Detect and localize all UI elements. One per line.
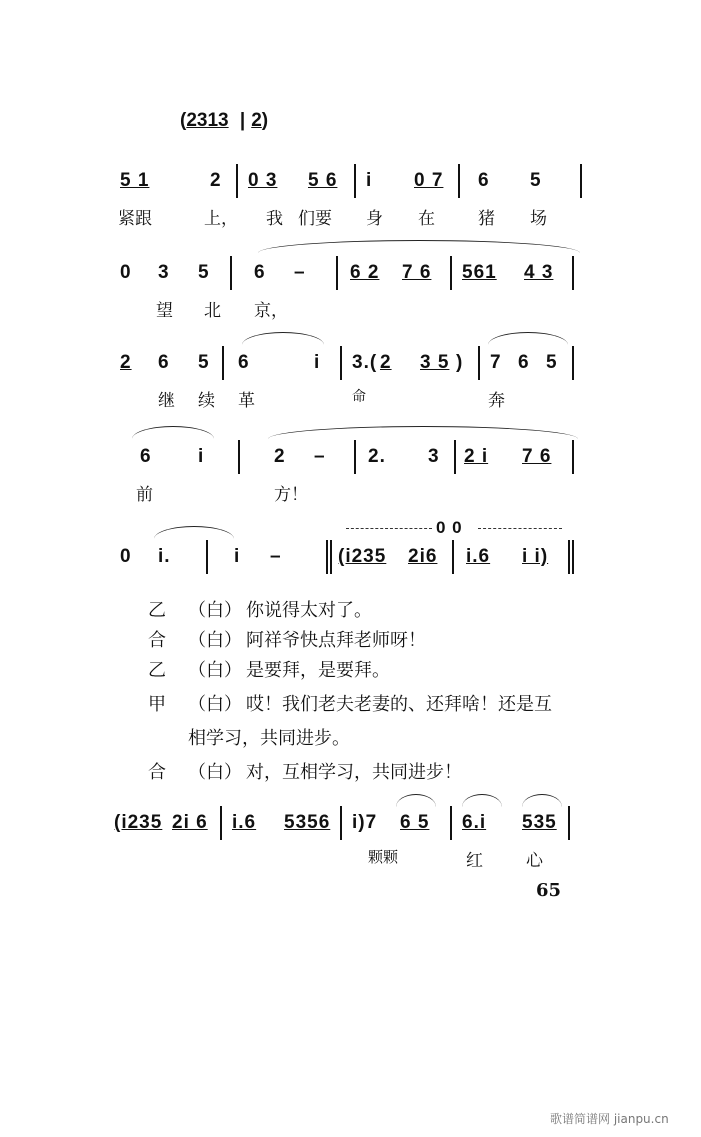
dialogue-text: 对，互相学习，共同进步！ (246, 762, 462, 783)
note: 2 i (464, 446, 489, 467)
note: i (366, 170, 373, 191)
repeat-mark: 0 0 (436, 518, 463, 537)
dialogue-continuation (188, 724, 350, 750)
dialogue-tag: （白） (188, 762, 242, 783)
lyric: 身 (366, 209, 383, 229)
lyric: 奔 (488, 391, 505, 411)
barline (220, 806, 222, 840)
note: 5356 (284, 812, 331, 833)
lyric: 续 (198, 391, 215, 411)
lyric: 继 (158, 391, 175, 411)
note: i (234, 546, 241, 567)
note: 5 6 (308, 170, 338, 191)
barline (568, 806, 570, 840)
dialogue-tag: （白） (188, 600, 242, 621)
note: i.6 (466, 546, 491, 567)
barline (354, 440, 356, 474)
lyrics-line-3 (118, 386, 588, 416)
intro-phrase (180, 110, 268, 132)
dialogue-text: 相学习，共同进步。 (188, 728, 350, 749)
note: 535 (522, 812, 557, 833)
barline (458, 164, 460, 198)
lyric: 望 (156, 301, 173, 321)
slur (522, 794, 562, 807)
lyric: 场 (530, 209, 547, 229)
barline (478, 346, 480, 380)
note: 6.i (462, 812, 487, 833)
dialogue-tag: （白） (188, 660, 242, 681)
dialogue-role: 乙 (148, 660, 166, 681)
barline (580, 164, 582, 198)
lyric: 们要 (298, 209, 332, 229)
note: 4 3 (524, 262, 554, 283)
note: 2. (368, 446, 386, 467)
dialogue-tag: （白） (188, 694, 242, 715)
note: 6 (518, 352, 530, 373)
dialogue-line (148, 628, 426, 654)
note: i.6 (232, 812, 257, 833)
note: 5 (198, 352, 210, 373)
note: 6 (140, 446, 152, 467)
dialogue-text: 哎！我们老夫老妻的、还拜啥！还是互 (246, 694, 552, 715)
lyrics-line-2 (118, 296, 588, 326)
note: i (314, 352, 321, 373)
barline (572, 256, 574, 290)
slur (154, 526, 234, 539)
lyrics-line-1 (118, 204, 588, 234)
note: 6 (478, 170, 490, 191)
note: 0 7 (414, 170, 444, 191)
dialogue-line (148, 658, 390, 684)
repeat-dash-left (346, 528, 432, 529)
note: 3 (158, 262, 170, 283)
barline (230, 256, 232, 290)
barline (340, 806, 342, 840)
lyric: 颗颗 (368, 848, 399, 866)
note: 2 (210, 170, 222, 191)
barline (206, 540, 208, 574)
note: 6 (158, 352, 170, 373)
slur (462, 794, 502, 807)
barline (450, 806, 452, 840)
repeat-dash-right (478, 528, 562, 529)
lyric: 上， (204, 209, 238, 229)
slur (242, 332, 324, 345)
barline (238, 440, 240, 474)
note: 0 (120, 262, 132, 283)
note: 2 (274, 446, 286, 467)
barline (450, 256, 452, 290)
note: 6 (238, 352, 250, 373)
lyric: 猪 (478, 209, 495, 229)
note: 6 (254, 262, 266, 283)
dialogue-role: 乙 (148, 600, 166, 621)
note: 561 (462, 262, 497, 283)
barline (222, 346, 224, 380)
intro-end-note: 2 (251, 110, 262, 131)
note: i (198, 446, 205, 467)
lyric: 京， (254, 301, 288, 321)
note: (i235 (338, 546, 387, 567)
note: 7 6 (522, 446, 552, 467)
slur (488, 332, 568, 345)
barline (572, 346, 574, 380)
lyric: 心 (526, 851, 543, 871)
barline (354, 164, 356, 198)
lyric: 红 (466, 851, 483, 871)
lyrics-line-6 (112, 846, 582, 876)
note: – (294, 262, 306, 283)
dialogue-tag: （白） (188, 630, 242, 651)
lyrics-line-4 (118, 480, 588, 510)
lyric: 前 (136, 485, 153, 505)
note: 5 (546, 352, 558, 373)
dialogue-role: 甲 (148, 694, 166, 715)
lyric: 革 (238, 391, 255, 411)
dialogue-line (148, 760, 462, 786)
note: 2i 6 (172, 812, 208, 833)
note: 2 (380, 352, 392, 373)
note: 6 5 (400, 812, 430, 833)
note: – (314, 446, 326, 467)
barline (452, 540, 454, 574)
barline (236, 164, 238, 198)
lyric: 我 (266, 209, 283, 229)
barline (572, 440, 574, 474)
note: 6 2 (350, 262, 380, 283)
dialogue-text: 是要拜，是要拜。 (246, 660, 390, 681)
note: 3 5 (420, 352, 450, 373)
note: ) (456, 352, 464, 373)
intro-notes: 2313 (186, 110, 229, 131)
note: 7 6 (402, 262, 432, 283)
double-barline (326, 540, 332, 574)
intro-close-paren: ) (261, 110, 269, 131)
lyric: 北 (204, 301, 221, 321)
note: 5 (198, 262, 210, 283)
note: 0 3 (248, 170, 278, 191)
note: – (270, 546, 282, 567)
double-barline (568, 540, 574, 574)
lyric: 命 (352, 389, 366, 405)
dialogue-text: 阿祥爷快点拜老师呀！ (246, 630, 426, 651)
dialogue-line (148, 598, 372, 624)
lyric: 在 (418, 209, 435, 229)
note: 2i6 (408, 546, 438, 567)
note: 5 (530, 170, 542, 191)
note: i)7 (352, 812, 378, 833)
dialogue-text: 你说得太对了。 (246, 600, 372, 621)
note: 5 1 (120, 170, 150, 191)
note: 2 (120, 352, 132, 373)
note: i. (158, 546, 171, 567)
lyric: 紧跟 (118, 209, 152, 229)
note: 0 (120, 546, 132, 567)
note: (i235 (114, 812, 163, 833)
music-line-5 (118, 518, 588, 586)
slur (268, 426, 578, 439)
intro-open-paren: ( (180, 110, 187, 131)
barline (454, 440, 456, 474)
slur (132, 426, 214, 439)
note: 3 (428, 446, 440, 467)
barline (336, 256, 338, 290)
dialogue-role: 合 (148, 762, 166, 783)
note: i i) (522, 546, 549, 567)
intro-bar: | (239, 110, 246, 131)
lyric: 方！ (274, 485, 308, 505)
slur (396, 794, 436, 807)
barline (340, 346, 342, 380)
watermark: 歌谱简谱网 jianpu.cn (550, 1112, 669, 1126)
page-number: 65 (536, 880, 562, 901)
note: 3.( (352, 352, 378, 373)
slur (258, 240, 580, 253)
dialogue-role: 合 (148, 630, 166, 651)
dialogue-line (148, 692, 552, 718)
note: 7 (490, 352, 502, 373)
